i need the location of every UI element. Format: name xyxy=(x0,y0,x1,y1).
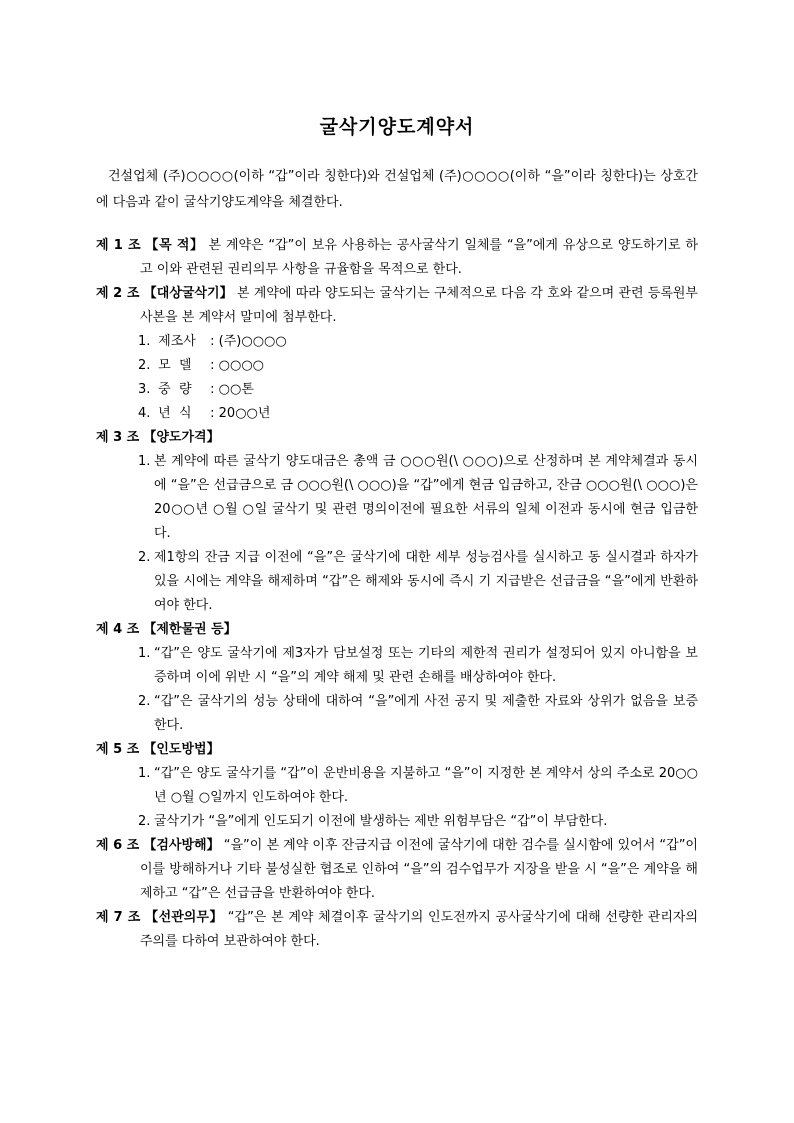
article-7 xyxy=(96,906,698,954)
article-items xyxy=(96,450,698,618)
article-title: 【제한물권 등】 xyxy=(143,622,237,637)
article-items xyxy=(96,762,698,834)
spec-number: 1. xyxy=(138,334,151,349)
spec-row xyxy=(96,402,698,426)
item-text: “갑”은 양도 굴삭기에 제3자가 담보설정 또는 기타의 제한적 권리가 설정되어 있지 아니함을 보증하며 이에 위반 시 “을”의 계약 해제 및 관련 손해를 배상하여야 한다. xyxy=(154,646,698,685)
spec-value: : 20○○년 xyxy=(210,406,271,421)
list-item xyxy=(96,450,698,546)
spec-number: 2. xyxy=(138,358,151,373)
article-number: 제 4 조 xyxy=(96,622,140,637)
spec-row xyxy=(96,354,698,378)
spec-number: 3. xyxy=(138,382,151,397)
article-title: 【양도가격】 xyxy=(143,430,220,445)
item-number: 1. xyxy=(138,646,151,661)
article-items xyxy=(96,642,698,738)
article-number: 제 5 조 xyxy=(96,742,140,757)
item-number: 2. xyxy=(138,814,151,829)
articles-container xyxy=(96,234,698,954)
article-heading xyxy=(96,906,698,954)
item-number: 1. xyxy=(138,454,151,469)
article-5 xyxy=(96,738,698,834)
article-text: “을”이 본 계약 이후 잔금지급 이전에 굴삭기에 대한 검수를 실시함에 있어서 “갑”이 이를 방해하거나 기타 불성실한 협조로 인하여 “을”의 검수업무가 지장을 받을 시 “을”은 계약을 해제하고 “갑”은 선급금을 반환하여야 한다. xyxy=(140,838,698,901)
article-4 xyxy=(96,618,698,738)
list-item xyxy=(96,690,698,738)
article-2 xyxy=(96,282,698,426)
spec-row xyxy=(96,378,698,402)
intro-paragraph: 건설업체 (주)○○○○(이하 “갑”이라 칭한다)와 건설업체 (주)○○○○(이하 “을”이라 칭한다)는 상호간에 다음과 같이 굴삭기양도계약을 체결한다. xyxy=(96,169,698,210)
item-text: “갑”은 양도 굴삭기를 “갑”이 운반비용을 지불하고 “을”이 지정한 본 계약서 상의 주소로 20○○년 ○월 ○일까지 인도하여야 한다. xyxy=(154,766,698,805)
article-number: 제 6 조 xyxy=(96,838,140,853)
article-heading xyxy=(96,426,698,450)
article-heading xyxy=(96,234,698,282)
list-item xyxy=(96,810,698,834)
spec-label: 모 델 xyxy=(158,358,192,373)
spec-value: : ○○톤 xyxy=(210,382,254,397)
item-text: 제1항의 잔금 지급 이전에 “을”은 굴삭기에 대한 세부 성능검사를 실시하고 동 실시결과 하자가 있을 시에는 계약을 해제하며 “갑”은 해제와 동시에 즉시 기 지급받은 선급금을 “을”에게 반환하여야 한다. xyxy=(154,550,698,613)
item-text: 본 계약에 따른 굴삭기 양도대금은 총액 금 ○○○원(\ ○○○)으로 산정하며 본 계약체결과 동시에 “을”은 선급금으로 금 ○○○원(\ ○○○)을 “갑”에게 현금 입금하고, 잔금 ○○○원(\ ○○○)은 20○○년 ○월 ○일 굴삭기 및 관련 명의이전에 필요한 서류의 일체 이전과 동시에 현금 입금한다. xyxy=(154,454,698,541)
spec-value: : (주)○○○○ xyxy=(210,334,287,349)
list-item xyxy=(96,642,698,690)
item-number: 2. xyxy=(138,694,151,709)
document-title: 굴삭기양도계약서 xyxy=(319,116,475,138)
spec-label: 중 량 xyxy=(158,382,192,397)
article-text: “갑”은 본 계약 체결이후 굴삭기의 인도전까지 공사굴삭기에 대해 선량한 관리자의 주의를 다하여 보관하여야 한다. xyxy=(140,910,699,949)
article-number: 제 7 조 xyxy=(96,910,141,925)
article-heading xyxy=(96,282,698,330)
item-number: 2. xyxy=(138,550,151,565)
spec-label: 제조사 xyxy=(158,334,196,349)
spec-label: 년 식 xyxy=(158,406,192,421)
article-heading xyxy=(96,834,698,906)
spec-number: 4. xyxy=(138,406,151,421)
spec-row xyxy=(96,330,698,354)
article-number: 제 2 조 xyxy=(96,286,140,301)
article-text: 본 계약에 따라 양도되는 굴삭기는 구체적으로 다음 각 호와 같으며 관련 등록원부사본을 본 계약서 말미에 첨부한다. xyxy=(140,286,698,325)
list-item xyxy=(96,762,698,810)
article-3 xyxy=(96,426,698,618)
article-title: 【선관의무】 xyxy=(145,910,224,925)
item-number: 1. xyxy=(138,766,151,781)
article-title: 【목 적】 xyxy=(145,238,204,253)
spec-value: : ○○○○ xyxy=(210,358,265,373)
article-6 xyxy=(96,834,698,906)
article-text: 본 계약은 “갑”이 보유 사용하는 공사굴삭기 일체를 “을”에게 유상으로 양도하기로 하고 이와 관련된 권리의무 사항을 규율함을 목적으로 한다. xyxy=(140,238,698,277)
article-title: 【인도방법】 xyxy=(143,742,220,757)
article-title: 【대상굴삭기】 xyxy=(143,286,233,301)
article-heading xyxy=(96,738,698,762)
article-heading xyxy=(96,618,698,642)
item-text: 굴삭기가 “을”에게 인도되기 이전에 발생하는 제반 위험부담은 “갑”이 부담한다. xyxy=(154,814,608,829)
article-number: 제 3 조 xyxy=(96,430,140,445)
article-number: 제 1 조 xyxy=(96,238,141,253)
list-item xyxy=(96,546,698,618)
article-title: 【검사방해】 xyxy=(143,838,220,853)
article-1 xyxy=(96,234,698,282)
item-text: “갑”은 굴삭기의 성능 상태에 대하여 “을”에게 사전 공지 및 제출한 자료와 상위가 없음을 보증한다. xyxy=(154,694,698,733)
